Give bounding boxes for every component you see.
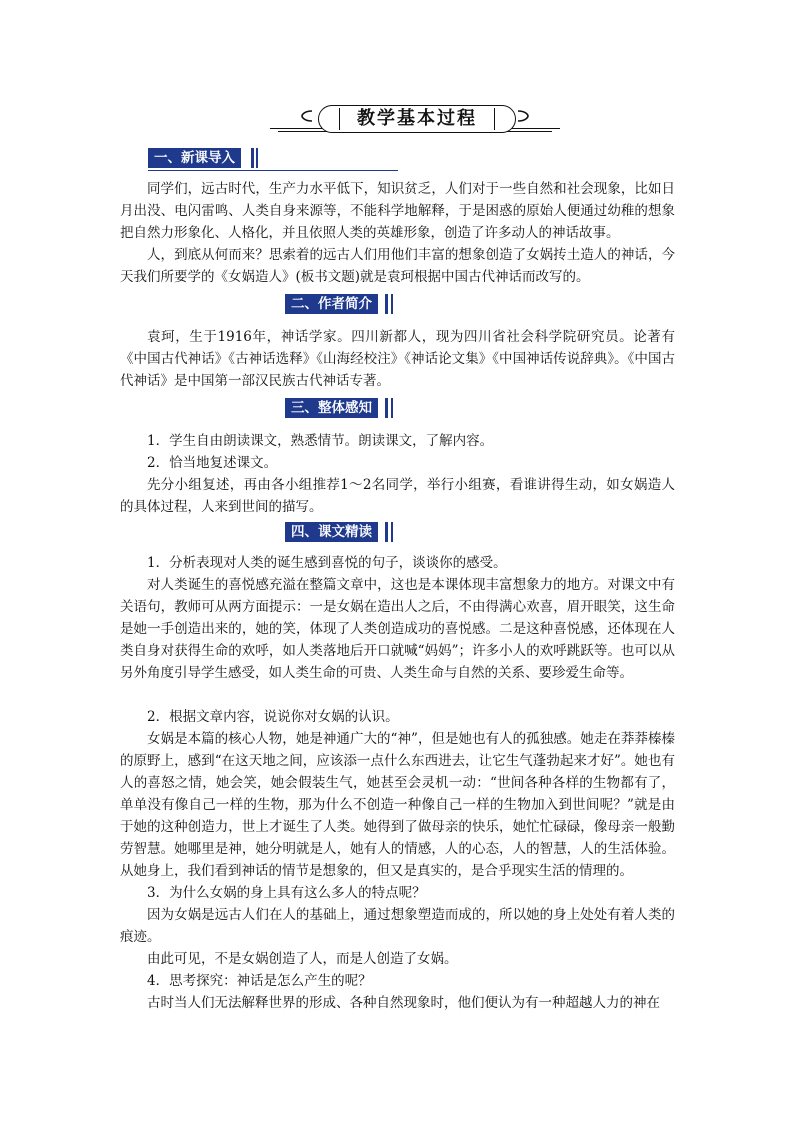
paragraph: 同学们，远古时代，生产力水平低下，知识贫乏，人们对于一些自然和社会现象，比如日月出没、电闪雷鸣、人类自身来源等，不能科学地解释，于是困惑的原始人便通过幼稚的想象把自然力形象化、人格化，并且依照人类的英雄形象，创造了许多动人的神话故事。 [120,181,675,241]
section-heading: 二、作者简介 [285,294,378,314]
section-header-author [285,294,397,316]
paragraph: 3．为什么女娲的身上具有这么多人的特点呢？ [147,885,426,901]
paragraph: 1．学生自由朗读课文，熟悉情节。朗读课文，了解内容。 [147,433,494,449]
paragraph: 对人类诞生的喜悦感充溢在整篇文章中，这也是本课体现丰富想象力的地方。对课文中有关语句，教师可从两方面提示：一是女娲在造出人之后，不由得满心欢喜，眉开眼笑，这生命是她一手创造出来的，她的笑，体现了人类创造成功的喜悦感。二是这种喜悦感，还体现在人类自身对获得生命的欢呼，如人类落地后开口就喊“妈妈”；许多小人的欢呼跳跃等。也可以从另外角度引导学生感受，如人类生命的可贵、人类生命与自然的关系、要珍爱生命等。 [120,577,675,681]
title-banner [270,101,560,137]
section-heading: 三、整体感知 [285,398,378,418]
paragraph: 1．分析表现对人类的诞生感到喜悦的句子，谈谈你的感受。 [147,555,507,571]
scroll-ornament-left-icon [300,109,314,123]
paragraph: 4．思考探究：神话是怎么产生的呢？ [147,973,372,989]
paragraph: 2．根据文章内容，说说你对女娲的认识。 [147,709,399,725]
section-heading: 四、课文精读 [285,522,378,542]
section-heading: 一、新课导入 [148,148,241,168]
paragraph: 女娲是本篇的核心人物，她是神通广大的“神”，但是她也有人的孤独感。她走在莽莽榛榛的原野上，感到“在这天地之间，应该添一点什么东西进去，让它生气蓬勃起来才好”。她也有人的喜怒之情，她会笑，她会假装生气，她甚至会灵机一动：“世间各种各样的生物都有了，单单没有像自己一样的生物，那为什么不创造一种像自己一样的生物加入到世间呢？”就是由于她的这种创造力，世上才诞生了人类。她得到了做母亲的快乐，她忙忙碌碌，像母亲一般勤劳智慧。她哪里是神，她分明就是人，她有人的情感，人的心态，人的智慧，人的生活体验。从她身上，我们看到神话的情节是想象的，但又是真实的，是合乎现实生活的情理的。 [120,731,675,879]
paragraph: 古时当人们无法解释世界的形成、各种自然现象时，他们便认为有一种超越人力的神在 [147,995,660,1011]
banner-frame [318,105,516,133]
section-header-close-reading [285,522,397,544]
paragraph: 因为女娲是远古人们在人的基础上，通过想象塑造而成的，所以她的身上处处有着人类的痕迹。 [120,907,675,945]
paragraph: 2．恰当地复述课文。 [147,455,278,471]
section-header-intro [148,148,398,170]
section-header-overview [285,398,397,420]
paragraph: 袁珂，生于1916年，神话学家。四川新都人，现为四川省社会科学院研究员。论著有《中国古代神话》《古神话选释》《山海经校注》《神话论文集》《中国神话传说辞典》。《中国古代神话》是中国第一部汉民族古代神话专著。 [120,329,675,389]
scroll-ornament-right-icon [516,109,530,123]
paragraph: 先分小组复述，再由各小组推荐1～2名同学，举行小组赛，看谁讲得生动，如女娲造人的具体过程，人来到世间的描写。 [120,477,675,515]
page-title: 教学基本过程 [357,108,477,129]
paragraph: 人，到底从何而来？思索着的远古人们用他们丰富的想象创造了女娲抟土造人的神话，今天我们所要学的《女娲造人》(板书文题)就是袁珂根据中国古代神话而改写的。 [120,247,675,285]
paragraph: 由此可见，不是女娲创造了人，而是人创造了女娲。 [147,951,458,967]
